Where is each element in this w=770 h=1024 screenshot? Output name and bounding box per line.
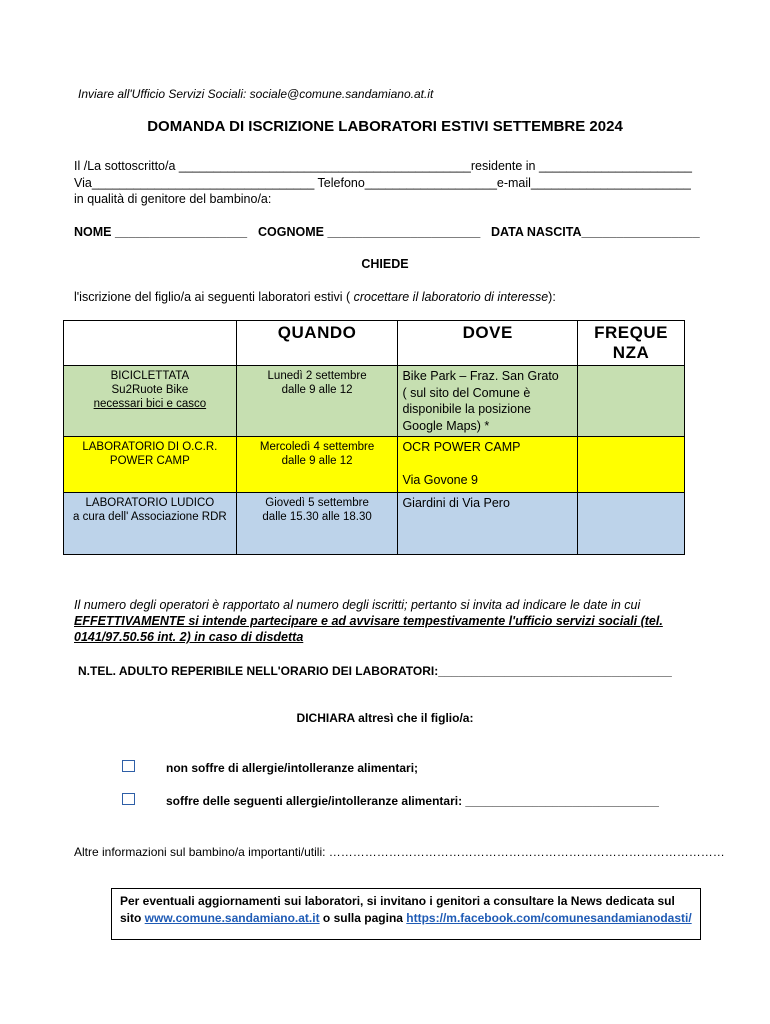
quando-time: dalle 15.30 alle 18.30 xyxy=(262,511,372,523)
altre-info-field: Altre informazioni sul bambino/a importanti/utili: ……………………………………………………………………………………… xyxy=(74,845,725,859)
data-nascita-field: DATA NASCITA_________________ xyxy=(491,225,700,239)
dove-line: Bike Park – Fraz. San Grato xyxy=(402,369,559,383)
header-lab xyxy=(64,321,237,366)
dove-cell xyxy=(398,366,578,437)
table-header-row xyxy=(64,321,685,366)
table-row xyxy=(64,493,685,555)
dove-cell xyxy=(398,493,578,555)
checkbox-si-allergie[interactable] xyxy=(122,793,135,805)
lab-name: BICICLETTATA xyxy=(110,370,190,382)
quando-date: Giovedì 5 settembre xyxy=(265,497,369,509)
note-part2: EFFETTIVAMENTE si intende partecipare e ad avvisare tempestivamente l'ufficio servizi sociali (tel. 0141/97.50.56 int. 2) in caso di disdetta xyxy=(74,614,663,644)
checkbox-no-allergie[interactable] xyxy=(122,760,135,772)
comune-website-link[interactable]: www.comune.sandamiano.at.it xyxy=(144,911,320,925)
quando-date: Mercoledì 4 settembre xyxy=(259,441,375,453)
operators-note xyxy=(74,597,694,645)
note-part1: Il numero degli operatori è rapportato al numero degli iscritti; pertanto si invita ad indicare le date in cui xyxy=(74,598,641,612)
lab-provider: POWER CAMP xyxy=(109,455,190,467)
header-frequenza: FREQUE NZA xyxy=(578,321,685,366)
lab-cell xyxy=(64,366,237,437)
quando-cell xyxy=(236,366,398,437)
header-dove: DOVE xyxy=(398,321,578,366)
infobox-text1: Per eventuali aggiornamenti sui laboratori, si invitano i genitori a consultare la News dedicata sul sito xyxy=(120,894,675,925)
lab-cell xyxy=(64,493,237,555)
form-line-address-phone-email: Via________________________________ Telefono___________________e-mail_______________________ xyxy=(74,176,691,190)
dove-line: Google Maps) * xyxy=(402,418,490,433)
chiede-heading: CHIEDE xyxy=(361,257,409,271)
facebook-page-link[interactable]: https://m.facebook.com/comunesandamianodasti/ xyxy=(406,911,692,925)
dove-line: disponibile la posizione xyxy=(402,402,532,416)
frequenza-cell[interactable] xyxy=(578,437,685,493)
option-no-allergie-label: non soffre di allergie/intolleranze alimentari; xyxy=(166,761,419,775)
quando-time: dalle 9 alle 12 xyxy=(281,455,353,467)
dove-cell xyxy=(398,437,578,493)
dove-line: ( sul sito del Comune è xyxy=(402,385,531,400)
dove-line: OCR POWER CAMP xyxy=(402,440,521,454)
chiede-text-suffix: ): xyxy=(548,290,556,304)
cognome-field: COGNOME ______________________ xyxy=(258,225,481,239)
dichiara-heading: DICHIARA altresì che il figlio/a: xyxy=(296,711,474,725)
lab-name: LABORATORIO DI O.C.R. xyxy=(82,441,218,453)
quando-time: dalle 9 alle 12 xyxy=(281,384,353,396)
chiede-text-prefix: l'iscrizione del figlio/a ai seguenti laboratori estivi ( xyxy=(74,290,354,304)
page-title: DOMANDA DI ISCRIZIONE LABORATORI ESTIVI SETTEMBRE 2024 xyxy=(147,118,623,135)
table-row xyxy=(64,366,685,437)
chiede-text xyxy=(74,290,556,304)
quando-date: Lunedì 2 settembre xyxy=(267,370,367,382)
header-quando: QUANDO xyxy=(236,321,398,366)
lab-name: LABORATORIO LUDICO xyxy=(85,497,215,509)
send-to-line: Inviare all'Ufficio Servizi Sociali: sociale@comune.sandamiano.at.it xyxy=(78,87,434,101)
frequenza-cell[interactable] xyxy=(578,366,685,437)
lab-requirement: necessari bici e casco xyxy=(93,398,207,410)
table-row xyxy=(64,437,685,493)
chiede-text-italic: crocettare il laboratorio di interesse xyxy=(353,290,549,304)
dove-line: Via Govone 9 xyxy=(402,472,478,487)
form-line-name-residence: Il /La sottoscritto/a __________________________________________residente in ______________________ xyxy=(74,159,692,173)
lab-cell xyxy=(64,437,237,493)
nome-field: NOME ___________________ xyxy=(74,225,248,239)
news-info-box xyxy=(111,888,701,940)
form-line-parent: in qualità di genitore del bambino/a: xyxy=(74,192,272,206)
lab-provider: a cura dell' Associazione RDR xyxy=(73,511,227,523)
option-si-allergie-label: soffre delle seguenti allergie/intolleranze alimentari: _____________________________ xyxy=(166,794,659,808)
infobox-text2: o sulla pagina xyxy=(319,911,407,925)
quando-cell xyxy=(236,493,398,555)
lab-provider: Su2Ruote Bike xyxy=(111,384,189,396)
dove-line xyxy=(402,456,573,472)
quando-cell xyxy=(236,437,398,493)
labs-table xyxy=(63,320,685,555)
tel-adulto-field: N.TEL. ADULTO REPERIBILE NELL'ORARIO DEI LABORATORI:___________________________________ xyxy=(78,664,672,678)
frequenza-cell[interactable] xyxy=(578,493,685,555)
dove-line: Giardini di Via Pero xyxy=(402,496,510,510)
